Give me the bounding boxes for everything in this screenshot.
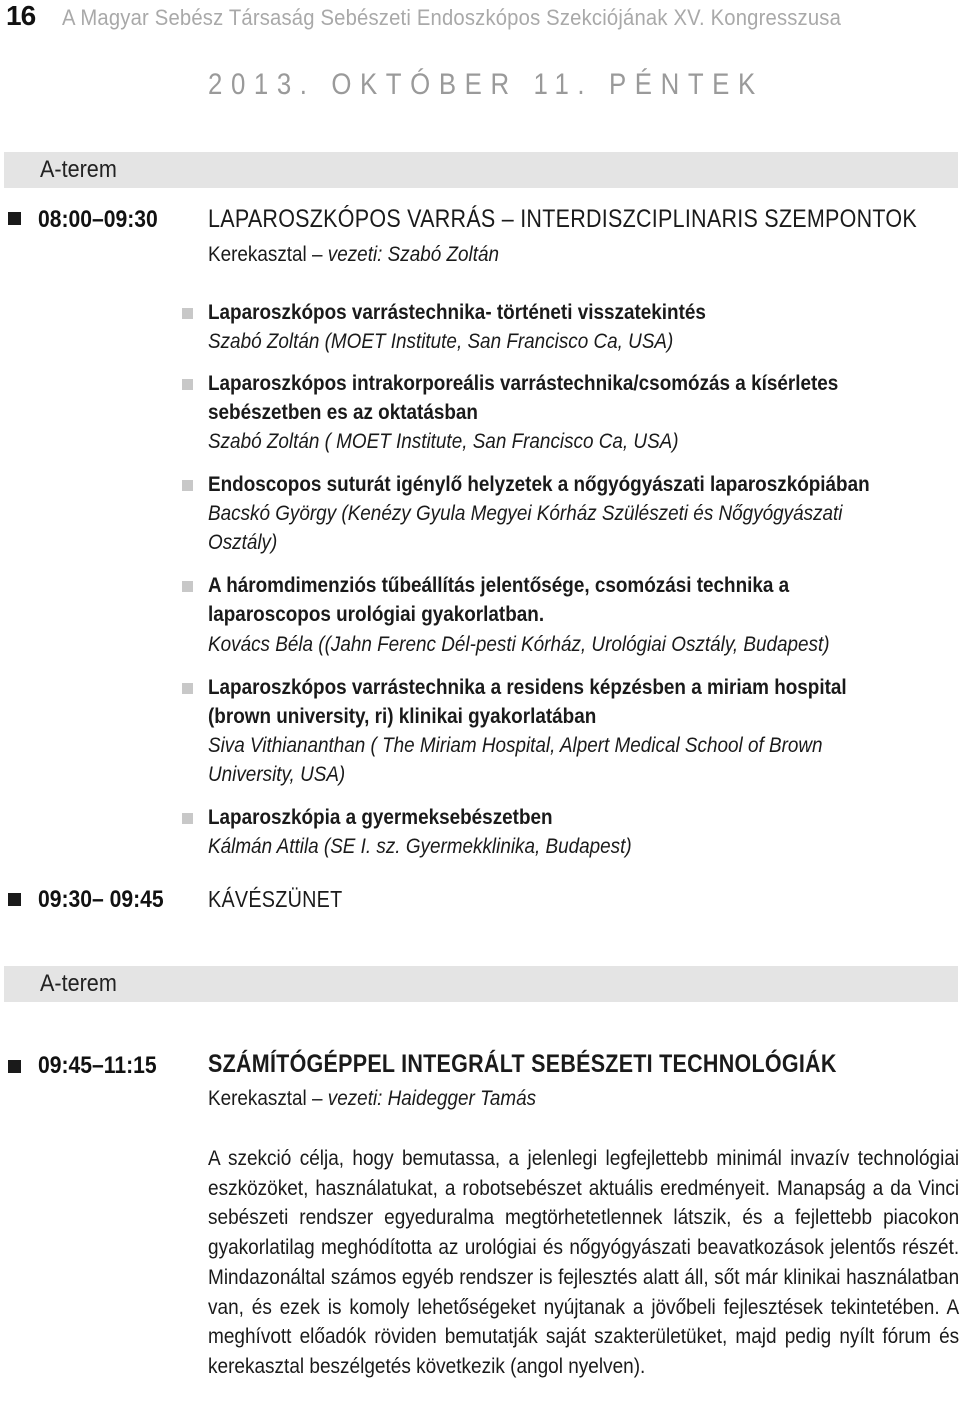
header-title: A Magyar Sebész Társaság Sebészeti Endoszkópos Szekciójának XV. Kongresszusa — [62, 5, 842, 30]
roundtable-line — [208, 1087, 536, 1111]
talk-author-line2: Osztály) — [208, 531, 278, 554]
talk-author: Kovács Béla ((Jahn Ferenc Dél-pesti Kórház, Urológiai Osztály, Budapest) — [208, 633, 830, 656]
talk-title-line2: laparoscopos urológiai gyakorlatban. — [208, 603, 545, 626]
talk-author: Szabó Zoltán (MOET Institute, San Francisco Ca, USA) — [208, 330, 674, 353]
session-bullet — [8, 1060, 21, 1073]
talk-title: Laparoszkópos varrástechnika- történeti visszatekintés — [208, 301, 706, 324]
session-time: 08:00–09:30 — [38, 206, 158, 233]
talk-title-line2: sebészetben es az oktatásban — [208, 401, 478, 424]
room-label: A-terem — [40, 156, 117, 183]
session-description: A szekció célja, hogy bemutassa, a jelenlegi legfejlettebb minimál invazív technológiai eszközöket, használatukat, a robotsebészet aktuális eredményeit. Manapság a da Vinci sebészeti rendszer egyeduralma megtörhetetlennek látszik, és a fejlettebb piacokon gyakorlatilag meghódította az urológiai és nőgyógyászati beavatkozások jelentős részét. Mindazonáltal számos egyéb rendszer is fejlesztés alatt áll, sőt már klinikai használatban van, és ezek is komoly lehetőségeket nyújtanak a jövőbeli fejlesztések tekintetében. A meghívott előadók röviden bemutatják saját szakterületüket, majd pedig nyílt fórum és kerekasztal beszélgetés következik (angol nyelven). — [208, 1147, 960, 1378]
talk-bullet — [182, 308, 193, 319]
talk-title-line1: A háromdimenziós tűbeállítás jelentősége, csomózási technika a — [208, 574, 790, 597]
talk-title: Laparoszkópia a gyermeksebészetben — [208, 806, 553, 829]
roundtable-chair: vezeti: Haidegger Tamás — [327, 1087, 537, 1110]
roundtable-prefix: Kerekasztal – — [208, 243, 323, 266]
roundtable-prefix: Kerekasztal – — [208, 1087, 323, 1110]
room-bar — [4, 966, 958, 1002]
talk-title: Endoscopos suturát igénylő helyzetek a nőgyógyászati laparoszkópiában — [208, 473, 870, 496]
session-time: 09:30– 09:45 — [38, 886, 164, 913]
talk-title-line2: (brown university, ri) klinikai gyakorlatában — [208, 705, 597, 728]
room-bar — [4, 152, 958, 188]
talk-author-line1: Siva Vithiananthan ( The Miriam Hospital, Alpert Medical School of Brown — [208, 734, 823, 757]
talk-author: Szabó Zoltán ( MOET Institute, San Francisco Ca, USA) — [208, 430, 679, 453]
session-bullet — [8, 212, 21, 225]
room-label: A-terem — [40, 970, 117, 997]
session-bullet — [8, 893, 21, 906]
page-header — [0, 0, 960, 36]
talk-bullet — [182, 683, 193, 694]
talk-author-line1: Bacskó György (Kenézy Gyula Megyei Kórház Szülészeti és Nőgyógyászati — [208, 502, 843, 525]
coffee-break-title: KÁVÉSZÜNET — [208, 886, 343, 912]
talk-bullet — [182, 480, 193, 491]
page-number: 16 — [6, 0, 36, 31]
roundtable-line — [208, 243, 499, 267]
session-title: LAPAROSZKÓPOS VARRÁS – INTERDISZCIPLINARIS SZEMPONTOK — [208, 205, 918, 233]
session-time: 09:45–11:15 — [38, 1052, 157, 1079]
talk-bullet — [182, 813, 193, 824]
roundtable-chair: vezeti: Szabó Zoltán — [327, 243, 500, 266]
talk-bullet — [182, 379, 193, 390]
talk-author: Kálmán Attila (SE I. sz. Gyermekklinika, Budapest) — [208, 835, 632, 858]
session-title: SZÁMÍTÓGÉPPEL INTEGRÁLT SEBÉSZETI TECHNOLÓGIÁK — [208, 1050, 837, 1078]
talk-author-line2: University, USA) — [208, 763, 346, 786]
talk-title-line1: Laparoszkópos intrakorporeális varrástechnika/csomózás a kísérletes — [208, 372, 839, 395]
talk-title-line1: Laparoszkópos varrástechnika a residens képzésben a miriam hospital — [208, 676, 847, 699]
date-line: 2013. OKTÓBER 11. PÉNTEK — [208, 68, 764, 101]
talk-bullet — [182, 581, 193, 592]
